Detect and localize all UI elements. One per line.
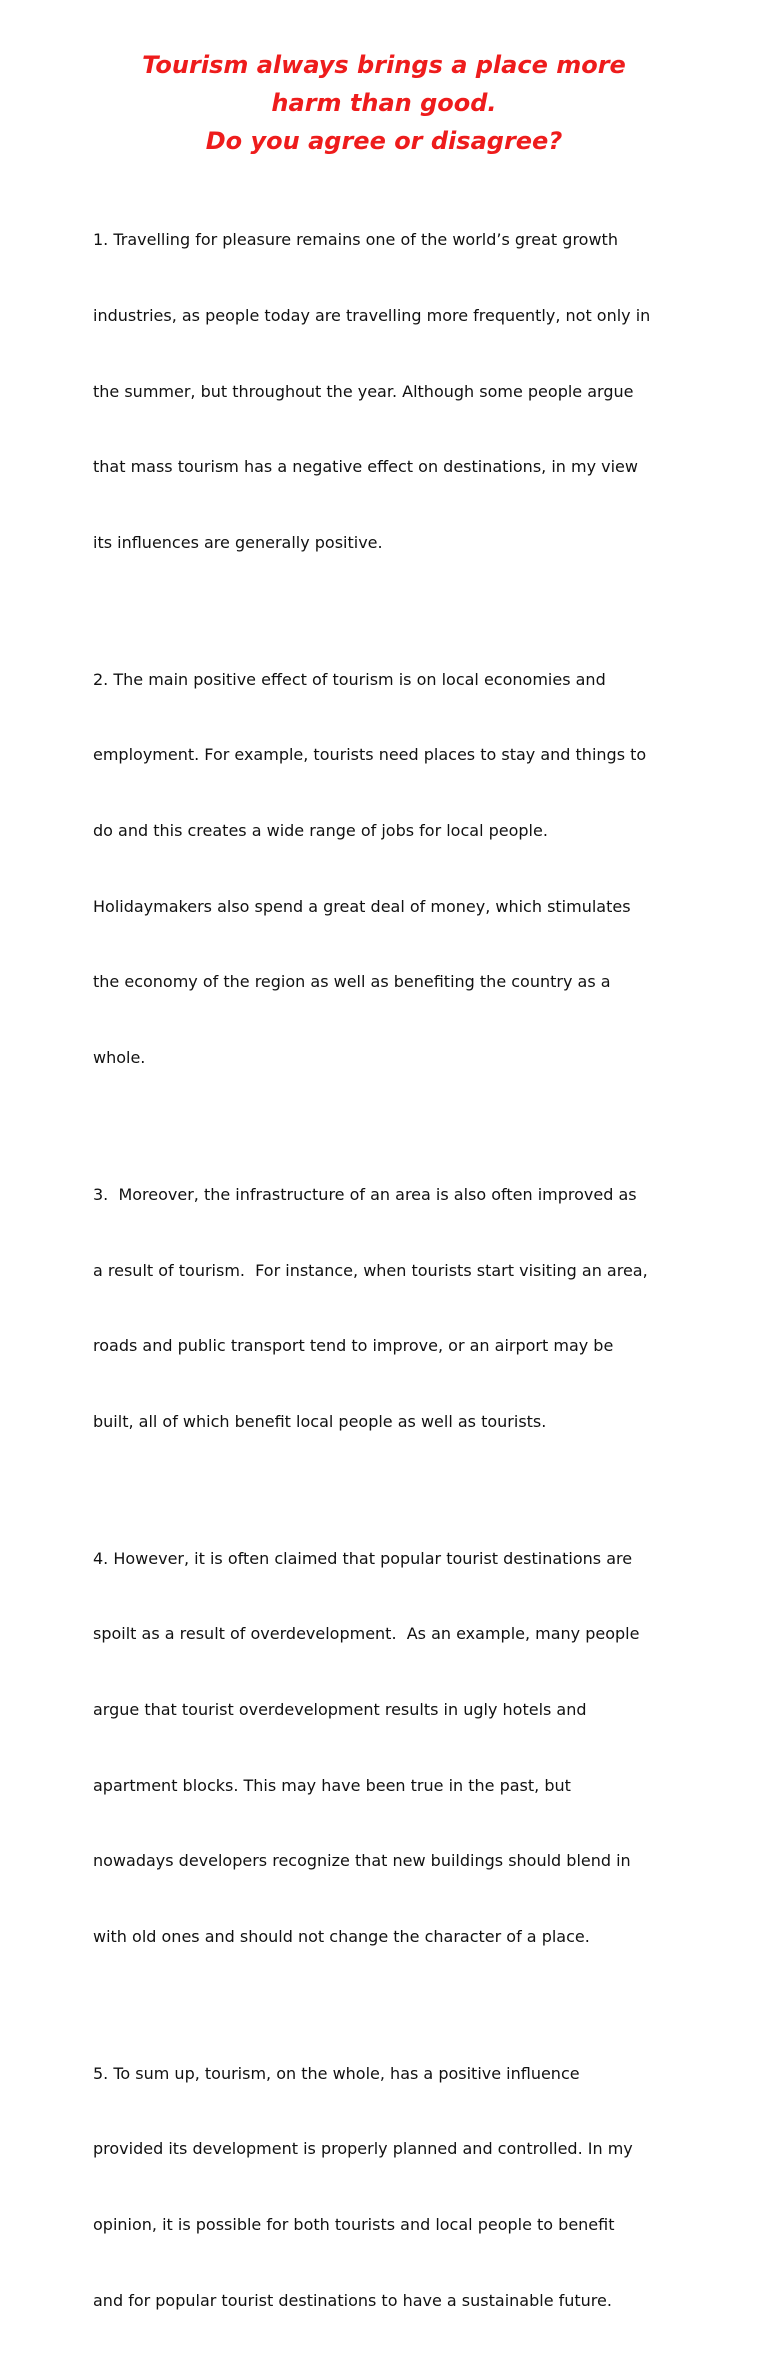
document-title [60,46,708,160]
paragraph-2 [93,616,693,1120]
title-line-1: Tourism always brings a place more [142,51,626,79]
paragraph-line: and for popular tourist destinations to have a sustainable future. [93,2290,612,2310]
title-line-2: harm than good. [271,89,497,117]
paragraph-4 [93,1495,693,1999]
paragraph-line: 5. To sum up, tourism, on the whole, has a positive influence [93,2063,580,2083]
paragraph-line: spoilt as a result of overdevelopment. As an example, many people [93,1624,640,1644]
paragraph-line: do and this creates a wide range of jobs for local people. [93,821,548,841]
paragraph-line: a result of tourism. For instance, when tourists start visiting an area, [93,1260,648,1280]
paragraph-line: roads and public transport tend to improve, or an airport may be [93,1336,614,1356]
paragraph-line: built, all of which benefit local people as well as tourists. [93,1411,547,1431]
paragraph-line: provided its development is properly planned and controlled. In my [93,2139,633,2159]
paragraph-line: opinion, it is possible for both tourists and local people to benefit [93,2215,615,2235]
paragraph-line: nowadays developers recognize that new buildings should blend in [93,1851,631,1871]
paragraph-5 [93,2010,693,2363]
paragraph-line: industries, as people today are travelling more frequently, not only in [93,306,651,326]
paragraph-line: its influences are generally positive. [93,532,383,552]
paragraph-line: 1. Travelling for pleasure remains one of the world’s great growth [93,230,618,250]
paragraph-3 [93,1132,693,1485]
paragraph-line: Holidaymakers also spend a great deal of money, which stimulates [93,896,631,916]
paragraph-line: that mass tourism has a negative effect on destinations, in my view [93,457,638,477]
paragraph-line: whole. [93,1047,146,1067]
paragraph-line: apartment blocks. This may have been true in the past, but [93,1775,571,1795]
paragraph-line: with old ones and should not change the character of a place. [93,1926,590,1946]
paragraph-line: the economy of the region as well as benefiting the country as a [93,972,611,992]
paragraph-line: employment. For example, tourists need places to stay and things to [93,745,647,765]
paragraph-line: the summer, but throughout the year. Although some people argue [93,381,634,401]
paragraph-line: 3. Moreover, the infrastructure of an area is also often improved as [93,1184,637,1204]
paragraph-line: argue that tourist overdevelopment results in ugly hotels and [93,1699,587,1719]
title-line-3: Do you agree or disagree? [205,127,563,155]
paragraph-1 [93,177,693,605]
essay-body [93,177,693,2374]
paragraph-line: 4. However, it is often claimed that popular tourist destinations are [93,1548,633,1568]
paragraph-line: 2. The main positive effect of tourism is on local economies and [93,669,606,689]
